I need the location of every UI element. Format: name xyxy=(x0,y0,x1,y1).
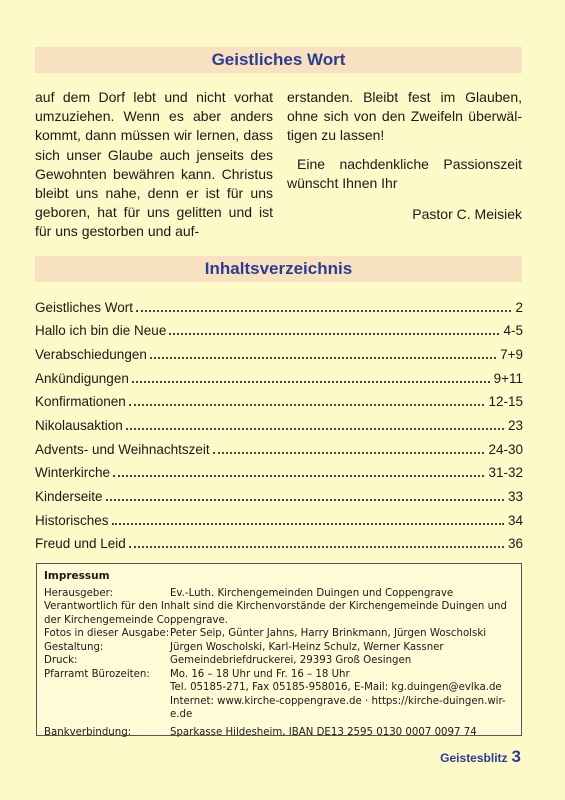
toc-page: 23 xyxy=(507,417,523,433)
toc-label: Konfirmationen xyxy=(35,394,126,410)
toc-entry[interactable] xyxy=(35,509,523,533)
dot-leader xyxy=(213,438,485,454)
toc-label: Geistliches Wort xyxy=(35,299,134,315)
toc-label: Kinderseite xyxy=(35,489,103,504)
toc-label: Winterkirche xyxy=(35,465,111,481)
toc-label: Freud und Leid xyxy=(35,536,126,552)
publication-name: Geistesblitz xyxy=(440,751,508,765)
toc-entry[interactable] xyxy=(35,414,523,438)
toc-entry[interactable] xyxy=(35,486,523,510)
dot-leader xyxy=(129,533,504,549)
impressum-key: Pfarramt Bürozeiten: xyxy=(44,668,150,680)
impressum-title: Impressum xyxy=(44,570,110,582)
toc-entry[interactable] xyxy=(35,462,523,486)
dot-leader xyxy=(112,509,504,525)
toc-page: 33 xyxy=(507,489,523,504)
dot-leader xyxy=(132,367,490,383)
table-of-contents xyxy=(35,296,523,557)
toc-entry[interactable] xyxy=(35,438,523,462)
contact-websites[interactable]: Internet: www.kirche-coppengrave.de · https://kirche-duingen.wir-e.de xyxy=(170,695,506,720)
section-title: Geistliches Wort xyxy=(211,50,346,69)
impressum-value: Sparkasse Hildesheim, IBAN DE13 2595 0130 0007 0097 74 xyxy=(170,726,477,738)
impressum-key: Gestaltung: xyxy=(44,641,104,653)
dot-leader xyxy=(106,486,504,502)
section-header-geistliches-wort xyxy=(35,47,522,73)
impressum-value: Gemeindebriefdruckerei, 29393 Groß Oesingen xyxy=(170,655,412,666)
toc-page: 36 xyxy=(507,536,523,552)
toc-page: 9+11 xyxy=(493,370,523,386)
impressum-row xyxy=(44,641,514,655)
toc-entry[interactable] xyxy=(35,320,523,344)
dot-leader xyxy=(129,391,485,407)
toc-entry[interactable] xyxy=(35,391,523,415)
toc-label: Historisches xyxy=(35,512,109,528)
toc-page: 12-15 xyxy=(488,394,523,410)
signature: Pastor C. Meisiek xyxy=(412,206,522,223)
toc-page: 34 xyxy=(507,512,523,528)
impressum-row xyxy=(44,726,514,740)
toc-entry[interactable] xyxy=(35,533,523,557)
impressum-row xyxy=(44,654,514,668)
toc-entry[interactable] xyxy=(35,343,523,367)
toc-label: Nikolausaktion xyxy=(35,417,123,433)
impressum-value: Peter Seip, Günter Jahns, Harry Brinkmann, Jürgen Woscholski xyxy=(170,628,487,639)
paragraph: Eine nachdenkliche Passionszeit wünscht Ihnen Ihr xyxy=(287,155,522,191)
dot-leader xyxy=(113,462,484,478)
impressum-key: Fotos in dieser Ausgabe: xyxy=(44,628,170,639)
toc-label: Advents- und Weihnachtszeit xyxy=(35,441,210,457)
dot-leader xyxy=(150,343,496,359)
contact-phone-email[interactable]: Tel. 05185-271, Fax 05185-958016, E-Mail: kg.duingen@evlka.de xyxy=(170,682,502,693)
page-number: 3 xyxy=(511,747,521,766)
impressum-value: Jürgen Woscholski, Karl-Heinz Schulz, Werner Kassner xyxy=(170,641,444,653)
toc-entry[interactable] xyxy=(35,367,523,391)
impressum-value xyxy=(170,668,514,722)
section-title: Inhaltsverzeichnis xyxy=(204,259,353,278)
toc-label: Ankündigungen xyxy=(35,370,129,386)
paragraph: erstanden. Bleibt fest im Glauben, ohne sich von den Zweifeln überwäl-tigen zu lassen! xyxy=(287,89,522,144)
toc-label: Verabschiedungen xyxy=(35,346,147,362)
text-column-right xyxy=(287,88,522,224)
impressum-value: Ev.-Luth. Kirchengemeinden Duingen und Coppengrave xyxy=(170,587,454,599)
section-header-inhaltsverzeichnis xyxy=(35,256,522,282)
toc-page: 4-5 xyxy=(503,323,523,339)
impressum-row xyxy=(44,587,514,601)
impressum-key: Bankverbindung: xyxy=(44,726,132,738)
impressum-key: Druck: xyxy=(44,655,78,666)
page-footer xyxy=(440,747,521,767)
dot-leader xyxy=(169,320,499,336)
impressum-row xyxy=(44,668,514,722)
dot-leader xyxy=(126,414,504,430)
paragraph: auf dem Dorf lebt und nicht vorhat umzuziehen. Wenn es aber anders kommt, dann müssen wir lernen, dass sich unser Glaube auch jenseits des Gewohnten bewähren kann. Christus bleibt uns nahe, denn er ist für uns geboren, hat für uns gelitten und ist für uns gestorben und auf- xyxy=(35,89,273,240)
text-column-left xyxy=(35,88,273,242)
toc-entry[interactable] xyxy=(35,296,523,320)
impressum-key: Herausgeber: xyxy=(44,587,114,599)
impressum-row xyxy=(44,627,514,641)
toc-label: Hallo ich bin die Neue xyxy=(35,323,167,339)
toc-page: 2 xyxy=(515,299,523,315)
toc-page: 7+9 xyxy=(500,346,523,362)
toc-page: 31-32 xyxy=(488,465,523,481)
office-hours: Mo. 16 – 18 Uhr und Fr. 16 – 18 Uhr xyxy=(170,668,350,680)
impressum-box xyxy=(36,563,522,736)
impressum-responsibility: Verantwortlich für den Inhalt sind die Kirchenvorstände der Kirchengemeinde Duingen und der Kirchengemeinde Coppengrave. xyxy=(44,601,507,626)
dot-leader xyxy=(136,296,511,312)
toc-page: 24-30 xyxy=(488,441,523,457)
